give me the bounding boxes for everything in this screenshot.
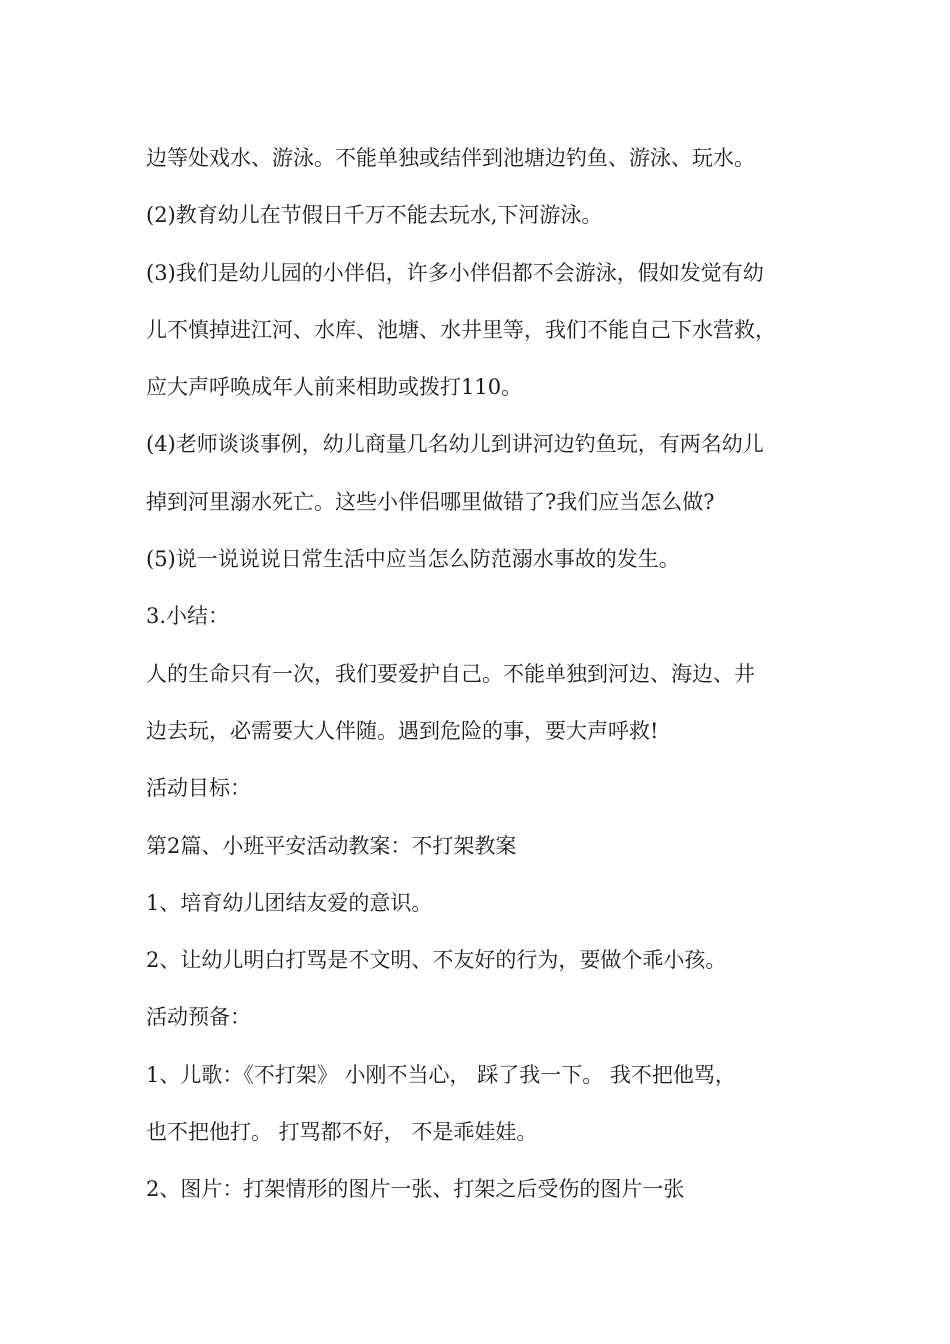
- text-line: 人的生命只有一次，我们要爱护自己。不能单独到河边、海边、井: [146, 661, 755, 686]
- text-line: 边等处戏水、游泳。不能单独或结伴到池塘边钓鱼、游泳、玩水。: [146, 146, 755, 170]
- text-line: (5)说一说说说日常生活中应当怎么防范溺水事故的发生。: [146, 547, 680, 572]
- text-line: 儿不慎掉进江河、水库、池塘、水井里等，我们不能自己下水营救，: [146, 317, 776, 342]
- text-line: 1、培育幼儿团结友爱的意识。: [146, 890, 433, 915]
- text-line: 2、图片：打架情形的图片一张、打架之后受伤的图片一张: [146, 1177, 685, 1202]
- text-line: (4)老师谈谈事例，幼儿商量几名幼儿到讲河边钓鱼玩，有两名幼儿: [146, 432, 764, 457]
- document-body: [146, 130, 826, 1219]
- text-line: 1、儿歌：《不打架》 小刚不当心， 踩了我一下。 我不把他骂，: [146, 1062, 736, 1087]
- text-line: (2)教育幼儿在节假日千万不能去玩水,下河游泳。: [146, 203, 603, 228]
- text-line: 应大声呼唤成年人前来相助或拨打110。: [146, 375, 523, 400]
- article-title: 第2篇、小班平安活动教案：不打架教案: [146, 833, 517, 858]
- section-heading-goals: 活动目标：: [146, 776, 251, 801]
- text-line: 也不把他打。 打骂都不好， 不是乖娃娃。: [146, 1120, 538, 1145]
- section-heading-preparation: 活动预备：: [146, 1005, 251, 1030]
- text-line: 边去玩，必需要大人伴随。遇到危险的事，要大声呼救!: [146, 718, 659, 743]
- text-line: (3)我们是幼儿园的小伴侣，许多小伴侣都不会游泳，假如发觉有幼: [146, 260, 764, 285]
- text-line: 掉到河里溺水死亡。这些小伴侣哪里做错了?我们应当怎么做?: [146, 489, 715, 514]
- section-heading-summary: 3.小结：: [146, 604, 230, 629]
- text-line: 2、让幼儿明白打骂是不文明、不友好的行为，要做个乖小孩。: [146, 948, 727, 973]
